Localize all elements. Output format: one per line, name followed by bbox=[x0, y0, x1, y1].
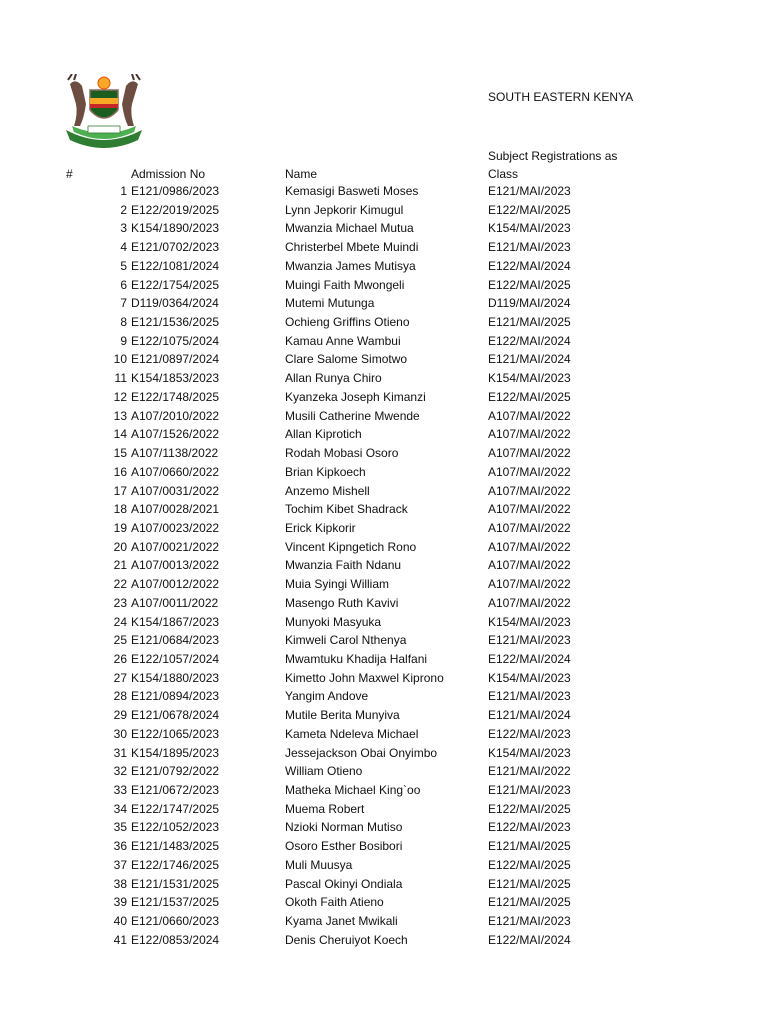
row-number: 37 bbox=[113, 857, 127, 872]
student-name: Mutemi Mutunga bbox=[285, 296, 375, 311]
subject-registration: A107/MAI/2022 bbox=[488, 464, 571, 479]
student-name: Musili Catherine Mwende bbox=[285, 408, 420, 423]
subject-registration: K154/MAI/2023 bbox=[488, 221, 571, 236]
admission-number: E121/0678/2024 bbox=[131, 708, 220, 723]
admission-number: E121/0660/2023 bbox=[131, 914, 220, 929]
admission-number: E122/1075/2024 bbox=[131, 333, 220, 348]
subject-registration: A107/MAI/2022 bbox=[488, 558, 571, 573]
student-name: Allan Kiprotich bbox=[285, 427, 362, 442]
coat-of-arms-icon bbox=[62, 74, 146, 148]
admission-number: E121/1536/2025 bbox=[131, 315, 220, 330]
row-number: 22 bbox=[113, 577, 127, 592]
subject-registration: E121/MAI/2023 bbox=[488, 914, 571, 929]
student-name: Rodah Mobasi Osoro bbox=[285, 446, 399, 461]
table-row bbox=[0, 369, 768, 388]
table-row bbox=[0, 201, 768, 220]
admission-number: A107/0013/2022 bbox=[131, 558, 220, 573]
table-row bbox=[0, 912, 768, 931]
student-name: Mwanzia Faith Ndanu bbox=[285, 558, 402, 573]
column-header-admission: Admission No bbox=[131, 167, 206, 181]
table-row bbox=[0, 706, 768, 725]
row-number: 5 bbox=[120, 258, 127, 273]
admission-number: E121/0684/2023 bbox=[131, 633, 220, 648]
table-row bbox=[0, 219, 768, 238]
student-name: Denis Cheruiyot Koech bbox=[285, 932, 408, 947]
row-number: 15 bbox=[113, 446, 127, 461]
subject-registration: A107/MAI/2022 bbox=[488, 520, 571, 535]
row-number: 11 bbox=[114, 371, 127, 386]
table-row bbox=[0, 818, 768, 837]
table-row bbox=[0, 257, 768, 276]
admission-number: A107/0023/2022 bbox=[131, 520, 220, 535]
table-row bbox=[0, 238, 768, 257]
student-name: Christerbel Mbete Muindi bbox=[285, 240, 419, 255]
table-row bbox=[0, 407, 768, 426]
subject-registration: E122/MAI/2024 bbox=[488, 258, 571, 273]
admission-number: E122/1748/2025 bbox=[131, 389, 220, 404]
row-number: 23 bbox=[113, 595, 127, 610]
row-number: 13 bbox=[113, 408, 127, 423]
row-number: 27 bbox=[113, 670, 127, 685]
table-row bbox=[0, 519, 768, 538]
student-name: Brian Kipkoech bbox=[285, 464, 366, 479]
row-number: 19 bbox=[113, 520, 127, 535]
row-number: 21 bbox=[113, 558, 127, 573]
table-row bbox=[0, 444, 768, 463]
row-number: 18 bbox=[113, 502, 127, 517]
row-number: 36 bbox=[113, 839, 127, 854]
subject-registration: E121/MAI/2025 bbox=[488, 895, 571, 910]
subject-registration: E122/MAI/2025 bbox=[488, 389, 571, 404]
subject-registration: E121/MAI/2024 bbox=[488, 708, 571, 723]
subject-registration: K154/MAI/2023 bbox=[488, 371, 571, 386]
admission-number: D119/0364/2024 bbox=[131, 296, 219, 311]
table-row bbox=[0, 276, 768, 295]
student-name: Allan Runya Chiro bbox=[285, 371, 382, 386]
table-row bbox=[0, 575, 768, 594]
student-name: Muli Muusya bbox=[285, 857, 353, 872]
subject-registration: E121/MAI/2025 bbox=[488, 839, 571, 854]
column-header-name: Name bbox=[285, 167, 318, 181]
admission-number: E122/1747/2025 bbox=[131, 801, 220, 816]
admission-number: A107/2010/2022 bbox=[131, 408, 220, 423]
subject-registration: E121/MAI/2025 bbox=[488, 315, 571, 330]
admission-number: A107/0031/2022 bbox=[131, 483, 220, 498]
admission-number: K154/1880/2023 bbox=[131, 670, 220, 685]
student-name: Masengo Ruth Kavivi bbox=[285, 595, 399, 610]
table-row bbox=[0, 893, 768, 912]
admission-number: E122/1052/2023 bbox=[131, 820, 220, 835]
admission-number: E122/1746/2025 bbox=[131, 857, 220, 872]
student-name: Nzioki Norman Mutiso bbox=[285, 820, 403, 835]
admission-number: A107/0012/2022 bbox=[131, 577, 220, 592]
table-row bbox=[0, 538, 768, 557]
subject-registration: E122/MAI/2024 bbox=[488, 651, 571, 666]
admission-number: A107/0011/2022 bbox=[131, 595, 219, 610]
student-name: Lynn Jepkorir Kimugul bbox=[285, 202, 404, 217]
table-row bbox=[0, 350, 768, 369]
table-row bbox=[0, 725, 768, 744]
student-name: Mwamtuku Khadija Halfani bbox=[285, 651, 428, 666]
row-number: 16 bbox=[113, 464, 127, 479]
table-row bbox=[0, 875, 768, 894]
subject-registration: E121/MAI/2023 bbox=[488, 689, 571, 704]
admission-number: E121/0986/2023 bbox=[131, 184, 220, 198]
row-number: 12 bbox=[113, 389, 127, 404]
subject-registration: A107/MAI/2022 bbox=[488, 577, 571, 592]
student-name: Muema Robert bbox=[285, 801, 365, 816]
admission-number: E121/0792/2022 bbox=[131, 764, 220, 779]
row-number: 17 bbox=[113, 483, 127, 498]
subject-registration: A107/MAI/2022 bbox=[488, 502, 571, 517]
student-name: Matheka Michael King`oo bbox=[285, 783, 421, 797]
subject-registration: A107/MAI/2022 bbox=[488, 483, 571, 498]
table-row bbox=[0, 388, 768, 407]
table-row bbox=[0, 594, 768, 613]
student-name: Kimetto John Maxwel Kiprono bbox=[285, 670, 444, 685]
student-name: Mwanzia James Mutisya bbox=[285, 258, 416, 273]
student-name: Mwanzia Michael Mutua bbox=[285, 221, 414, 236]
subject-registration: E122/MAI/2025 bbox=[488, 202, 571, 217]
row-number: 8 bbox=[120, 315, 127, 330]
row-number: 39 bbox=[113, 895, 127, 910]
table-row bbox=[0, 500, 768, 519]
table-row bbox=[0, 182, 768, 201]
student-name: Osoro Esther Bosibori bbox=[285, 839, 403, 854]
student-name: Jessejackson Obai Onyimbo bbox=[285, 745, 438, 760]
student-name: Kyanzeka Joseph Kimanzi bbox=[285, 389, 426, 404]
admission-number: A107/0660/2022 bbox=[131, 464, 220, 479]
subject-registration: E122/MAI/2023 bbox=[488, 820, 571, 835]
subject-registration: E122/MAI/2025 bbox=[488, 801, 571, 816]
table-row bbox=[0, 332, 768, 351]
admission-number: K154/1890/2023 bbox=[131, 221, 220, 236]
row-number: 25 bbox=[113, 633, 127, 648]
row-number: 38 bbox=[113, 876, 127, 891]
column-header-number: # bbox=[66, 167, 73, 181]
subject-registration: A107/MAI/2022 bbox=[488, 408, 571, 423]
table-row bbox=[0, 613, 768, 632]
subject-registration: K154/MAI/2023 bbox=[488, 670, 571, 685]
admission-number: E122/2019/2025 bbox=[131, 202, 220, 217]
student-name: Pascal Okinyi Ondiala bbox=[285, 876, 403, 891]
admission-number: E121/1537/2025 bbox=[131, 895, 220, 910]
subject-registration: D119/MAI/2024 bbox=[488, 296, 571, 311]
row-number: 10 bbox=[113, 352, 127, 367]
student-name: Yangim Andove bbox=[285, 689, 369, 704]
subject-registration: E121/MAI/2025 bbox=[488, 876, 571, 891]
subject-registration: K154/MAI/2023 bbox=[488, 745, 571, 760]
row-number: 26 bbox=[113, 651, 127, 666]
admission-number: E121/1531/2025 bbox=[131, 876, 220, 891]
student-name: Kyama Janet Mwikali bbox=[285, 914, 398, 929]
table-row bbox=[0, 800, 768, 819]
student-name: Muingi Faith Mwongeli bbox=[285, 277, 405, 292]
admission-number: K154/1867/2023 bbox=[131, 614, 220, 629]
table-row bbox=[0, 781, 768, 800]
row-number: 7 bbox=[120, 296, 127, 311]
student-name: Kameta Ndeleva Michael bbox=[285, 726, 419, 741]
student-name: Kimweli Carol Nthenya bbox=[285, 633, 407, 648]
subject-registration: A107/MAI/2022 bbox=[488, 595, 571, 610]
subject-registration: E121/MAI/2024 bbox=[488, 352, 571, 367]
student-name: Mutile Berita Munyiva bbox=[285, 708, 400, 723]
student-name: Erick Kipkorir bbox=[285, 520, 356, 535]
admission-number: A107/1138/2022 bbox=[131, 446, 219, 461]
admission-number: A107/1526/2022 bbox=[131, 427, 220, 442]
table-row bbox=[0, 463, 768, 482]
admission-number: A107/0021/2022 bbox=[131, 539, 220, 554]
admission-number: E122/1754/2025 bbox=[131, 277, 220, 292]
student-name: William Otieno bbox=[285, 764, 363, 779]
student-name: Anzemo Mishell bbox=[285, 483, 370, 498]
subject-registration: E122/MAI/2024 bbox=[488, 333, 571, 348]
subject-registration: E122/MAI/2025 bbox=[488, 277, 571, 292]
row-number: 2 bbox=[120, 202, 127, 217]
table-row bbox=[0, 313, 768, 332]
row-number: 20 bbox=[113, 539, 127, 554]
row-number: 6 bbox=[120, 277, 127, 292]
admission-number: E122/1081/2024 bbox=[131, 258, 220, 273]
admission-number: E122/1057/2024 bbox=[131, 651, 220, 666]
row-number: 9 bbox=[120, 333, 127, 348]
student-name: Ochieng Griffins Otieno bbox=[285, 315, 410, 330]
subject-registration: E121/MAI/2023 bbox=[488, 240, 571, 255]
student-name: Munyoki Masyuka bbox=[285, 614, 382, 629]
admission-number: K154/1853/2023 bbox=[131, 371, 220, 386]
row-number: 30 bbox=[113, 726, 127, 741]
row-number: 28 bbox=[113, 689, 127, 704]
row-number: 29 bbox=[113, 708, 127, 723]
table-row bbox=[0, 931, 768, 950]
row-number: 35 bbox=[113, 820, 127, 835]
institution-name: SOUTH EASTERN KENYA bbox=[488, 90, 634, 104]
table-row bbox=[0, 687, 768, 706]
admission-number: E121/0894/2023 bbox=[131, 689, 220, 704]
table-row bbox=[0, 556, 768, 575]
student-name: Tochim Kibet Shadrack bbox=[285, 502, 408, 517]
admission-number: E121/0702/2023 bbox=[131, 240, 220, 255]
student-name: Clare Salome Simotwo bbox=[285, 352, 408, 367]
table-row bbox=[0, 482, 768, 501]
table-row bbox=[0, 669, 768, 688]
admission-number: E121/1483/2025 bbox=[131, 839, 220, 854]
row-number: 1 bbox=[120, 184, 127, 198]
subject-registration: A107/MAI/2022 bbox=[488, 539, 571, 554]
table-row bbox=[0, 631, 768, 650]
row-number: 3 bbox=[120, 221, 127, 236]
row-number: 4 bbox=[120, 240, 127, 255]
admission-number: E121/0897/2024 bbox=[131, 352, 220, 367]
row-number: 31 bbox=[113, 745, 127, 760]
subject-registration: E122/MAI/2025 bbox=[488, 857, 571, 872]
subject-registration: A107/MAI/2022 bbox=[488, 427, 571, 442]
student-name: Kemasigi Basweti Moses bbox=[285, 184, 419, 198]
table-row bbox=[0, 425, 768, 444]
row-number: 41 bbox=[113, 932, 127, 947]
row-number: 33 bbox=[113, 783, 127, 797]
row-number: 24 bbox=[113, 614, 127, 629]
row-number: 40 bbox=[113, 914, 127, 929]
table-row bbox=[0, 650, 768, 669]
admission-number: K154/1895/2023 bbox=[131, 745, 220, 760]
subject-registration: E122/MAI/2023 bbox=[488, 726, 571, 741]
table-row bbox=[0, 837, 768, 856]
table-row bbox=[0, 762, 768, 781]
subject-registration: E122/MAI/2024 bbox=[488, 932, 571, 947]
subject-registration: A107/MAI/2022 bbox=[488, 446, 571, 461]
row-number: 14 bbox=[113, 427, 127, 442]
admission-number: E122/0853/2024 bbox=[131, 932, 220, 947]
subject-registration: E121/MAI/2023 bbox=[488, 633, 571, 648]
column-header-subject-registration: Subject Registrations as Class bbox=[488, 149, 618, 181]
student-name: Vincent Kipngetich Rono bbox=[285, 539, 417, 554]
subject-registration: K154/MAI/2023 bbox=[488, 614, 571, 629]
row-number: 32 bbox=[113, 764, 127, 779]
subject-registration: E121/MAI/2022 bbox=[488, 764, 571, 779]
admission-number: E122/1065/2023 bbox=[131, 726, 220, 741]
admission-number: A107/0028/2021 bbox=[131, 502, 220, 517]
registration-table-body bbox=[0, 182, 768, 949]
row-number: 34 bbox=[113, 801, 127, 816]
subject-registration: E121/MAI/2023 bbox=[488, 783, 571, 797]
admission-number: E121/0672/2023 bbox=[131, 783, 220, 797]
student-name: Muia Syingi William bbox=[285, 577, 390, 592]
table-row bbox=[0, 856, 768, 875]
student-name: Okoth Faith Atieno bbox=[285, 895, 384, 910]
student-name: Kamau Anne Wambui bbox=[285, 333, 401, 348]
table-row bbox=[0, 744, 768, 763]
subject-registration: E121/MAI/2023 bbox=[488, 184, 571, 198]
table-row bbox=[0, 294, 768, 313]
